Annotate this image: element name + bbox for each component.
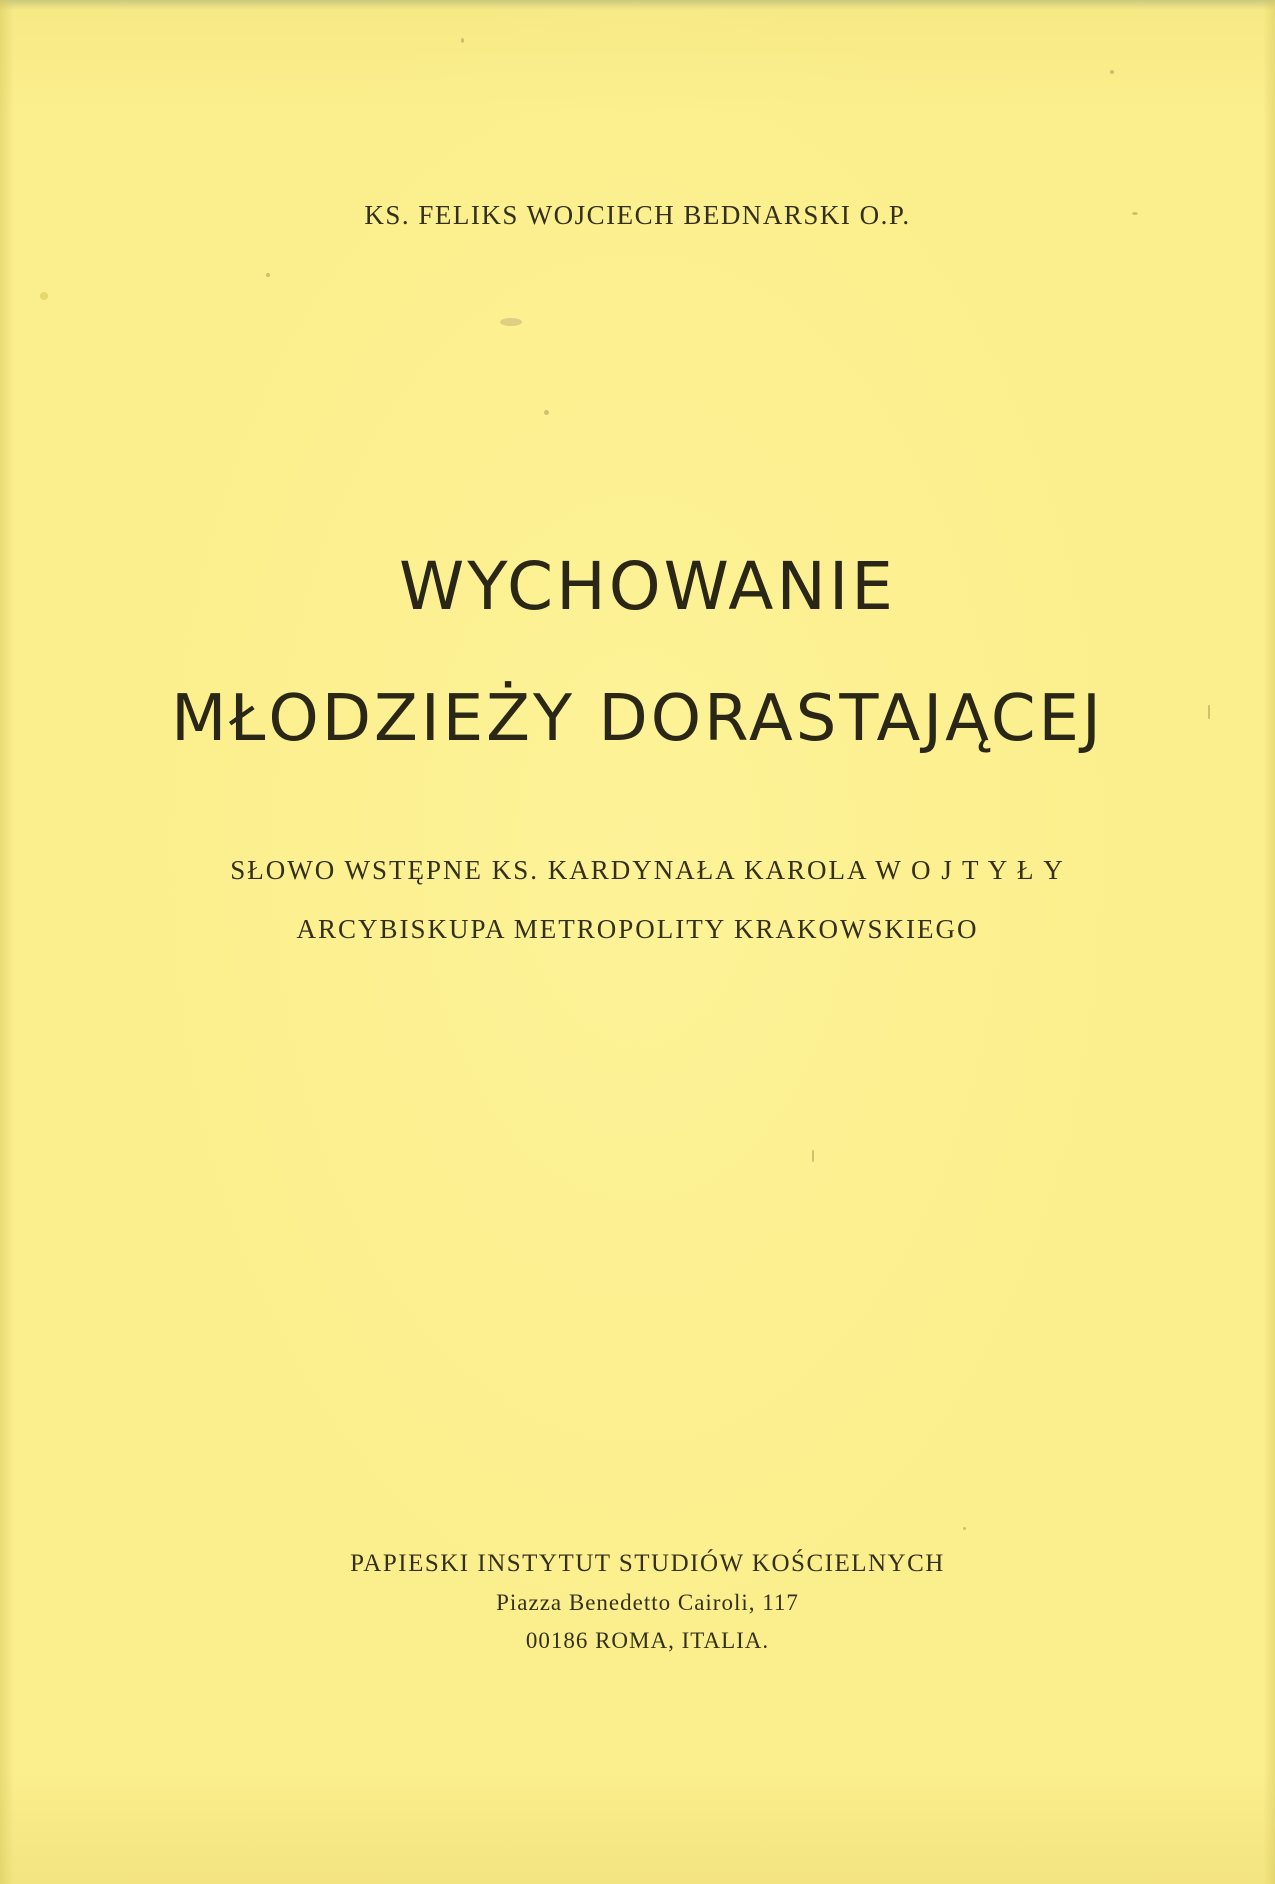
publisher-city: 00186 ROMA, ITALIA. <box>525 1628 770 1653</box>
paper-speck <box>544 410 549 415</box>
paper-speck <box>266 273 270 277</box>
paper-speck <box>40 292 48 300</box>
paper-speck <box>461 38 464 43</box>
paper-speck <box>500 318 522 326</box>
paper-speck <box>1110 70 1114 74</box>
foreword-credit-line-1: SŁOWO WSTĘPNE KS. KARDYNAŁA KAROLA W O J T Y Ł Y <box>230 855 1065 885</box>
cover-top-edge <box>0 0 1275 10</box>
publisher-address: Piazza Benedetto Cairoli, 117 <box>496 1590 799 1615</box>
publisher-name: PAPIESKI INSTYTUT STUDIÓW KOŚCIELNYCH <box>350 1550 945 1577</box>
book-title-line-1: WYCHOWANIE <box>399 548 896 625</box>
paper-speck <box>963 1527 966 1530</box>
paper-speck <box>812 1150 814 1162</box>
author-name: KS. FELIKS WOJCIECH BEDNARSKI O.P. <box>364 200 911 230</box>
book-title-line-2: MŁODZIEŻY DORASTAJĄCEJ <box>171 682 1104 756</box>
foreword-credit-line-2: ARCYBISKUPA METROPOLITY KRAKOWSKIEGO <box>296 914 979 944</box>
